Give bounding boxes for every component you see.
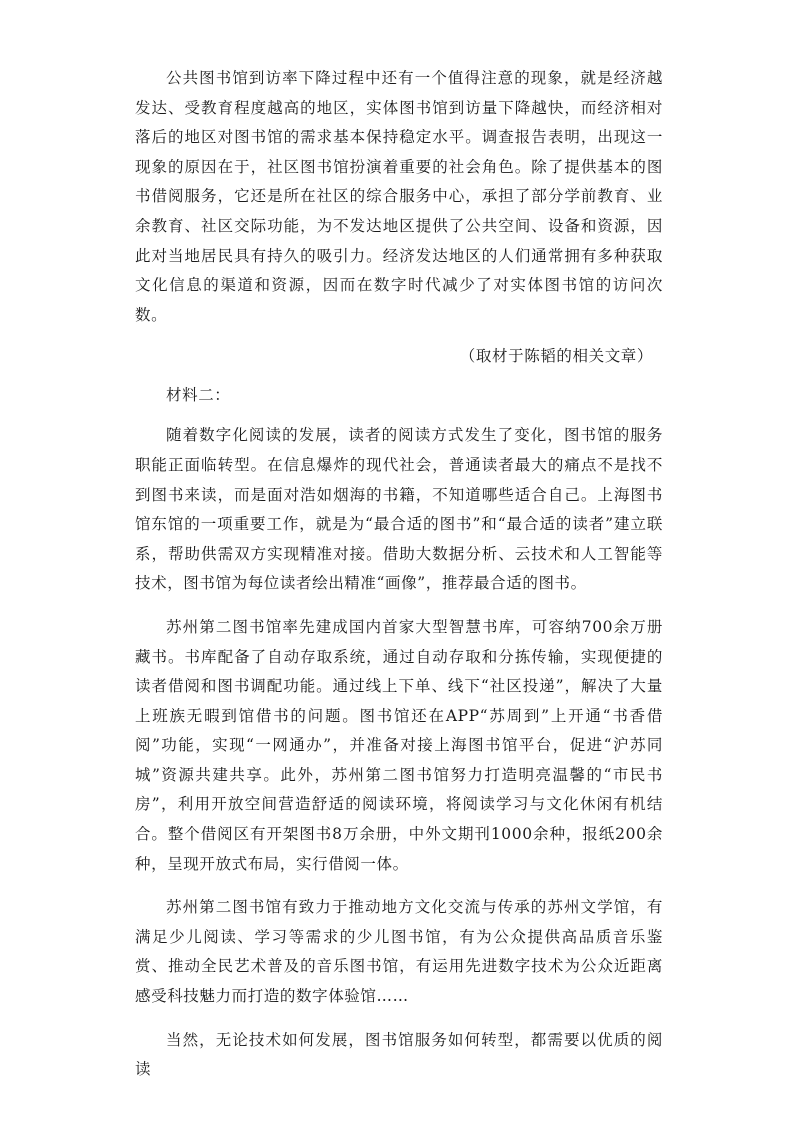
document-body [135,64,663,1085]
paragraph-suzhou-branches: 苏州第二图书馆有致力于推动地方文化交流与传承的苏州文学馆，有满足少儿阅读、学习等需求的少儿图书馆，有为公众提供高品质音乐鉴赏、推动全民艺术普及的音乐图书馆，有运用先进数字技术为公众近距离感受科技魅力而打造的数字体验馆…… [135,898,663,1006]
paragraph-conclusion-start: 当然，无论技术如何发展，图书馆服务如何转型，都需要以优质的阅读 [135,1030,663,1079]
paragraph-digital-reading: 随着数字化阅读的发展，读者的阅读方式发生了变化，图书馆的服务职能正面临转型。在信息爆炸的现代社会，普通读者最大的痛点不是找不到图书来读，而是面对浩如烟海的书籍，不知道哪些适合自己。上海图书馆东馆的一项重要工作，就是为“最合适的图书”和“最合适的读者”建立联系，帮助供需双方实现精准对接。借助大数据分析、云技术和人工智能等技术，图书馆为每位读者绘出精准“画像”，推荐最合适的图书。 [135,426,663,593]
paragraph-library-visit-decline: 公共图书馆到访率下降过程中还有一个值得注意的现象，就是经济越发达、受教育程度越高的地区，实体图书馆到访量下降越快，而经济相对落后的地区对图书馆的需求基本保持稳定水平。调查报告表明，出现这一现象的原因在于，社区图书馆扮演着重要的社会角色。除了提供基本的图书借阅服务，它还是所在社区的综合服务中心，承担了部分学前教育、业余教育、社区交际功能，为不发达地区提供了公共空间、设备和资源，因此对当地居民具有持久的吸引力。经济发达地区的人们通常拥有多种获取文化信息的渠道和资源，因而在数字时代减少了对实体图书馆的访问次数。 [135,69,663,324]
source-citation: （取材于陈韬的相关文章） [459,347,653,366]
section-heading-material-two: 材料二： [166,386,231,405]
paragraph-suzhou-smart-library: 苏州第二图书馆率先建成国内首家大型智慧书库，可容纳700余万册藏书。书库配备了自动存取系统，通过自动存取和分拣传输，实现便捷的读者借阅和图书调配功能。通过线上下单、线下“社区投递”，解决了大量上班族无暇到馆借书的问题。图书馆还在APP“苏周到”上开通“书香借阅”功能，实现“一网通办”，并准备对接上海图书馆平台，促进“沪苏同城”资源共建共享。此外，苏州第二图书馆努力打造明亮温馨的“市民书房”，利用开放空间营造舒适的阅读环境，将阅读学习与文化休闲有机结合。整个借阅区有开架图书8万余册，中外文期刊1000余种，报纸200余种，呈现开放式布局，实行借阅一体。 [135,617,663,873]
